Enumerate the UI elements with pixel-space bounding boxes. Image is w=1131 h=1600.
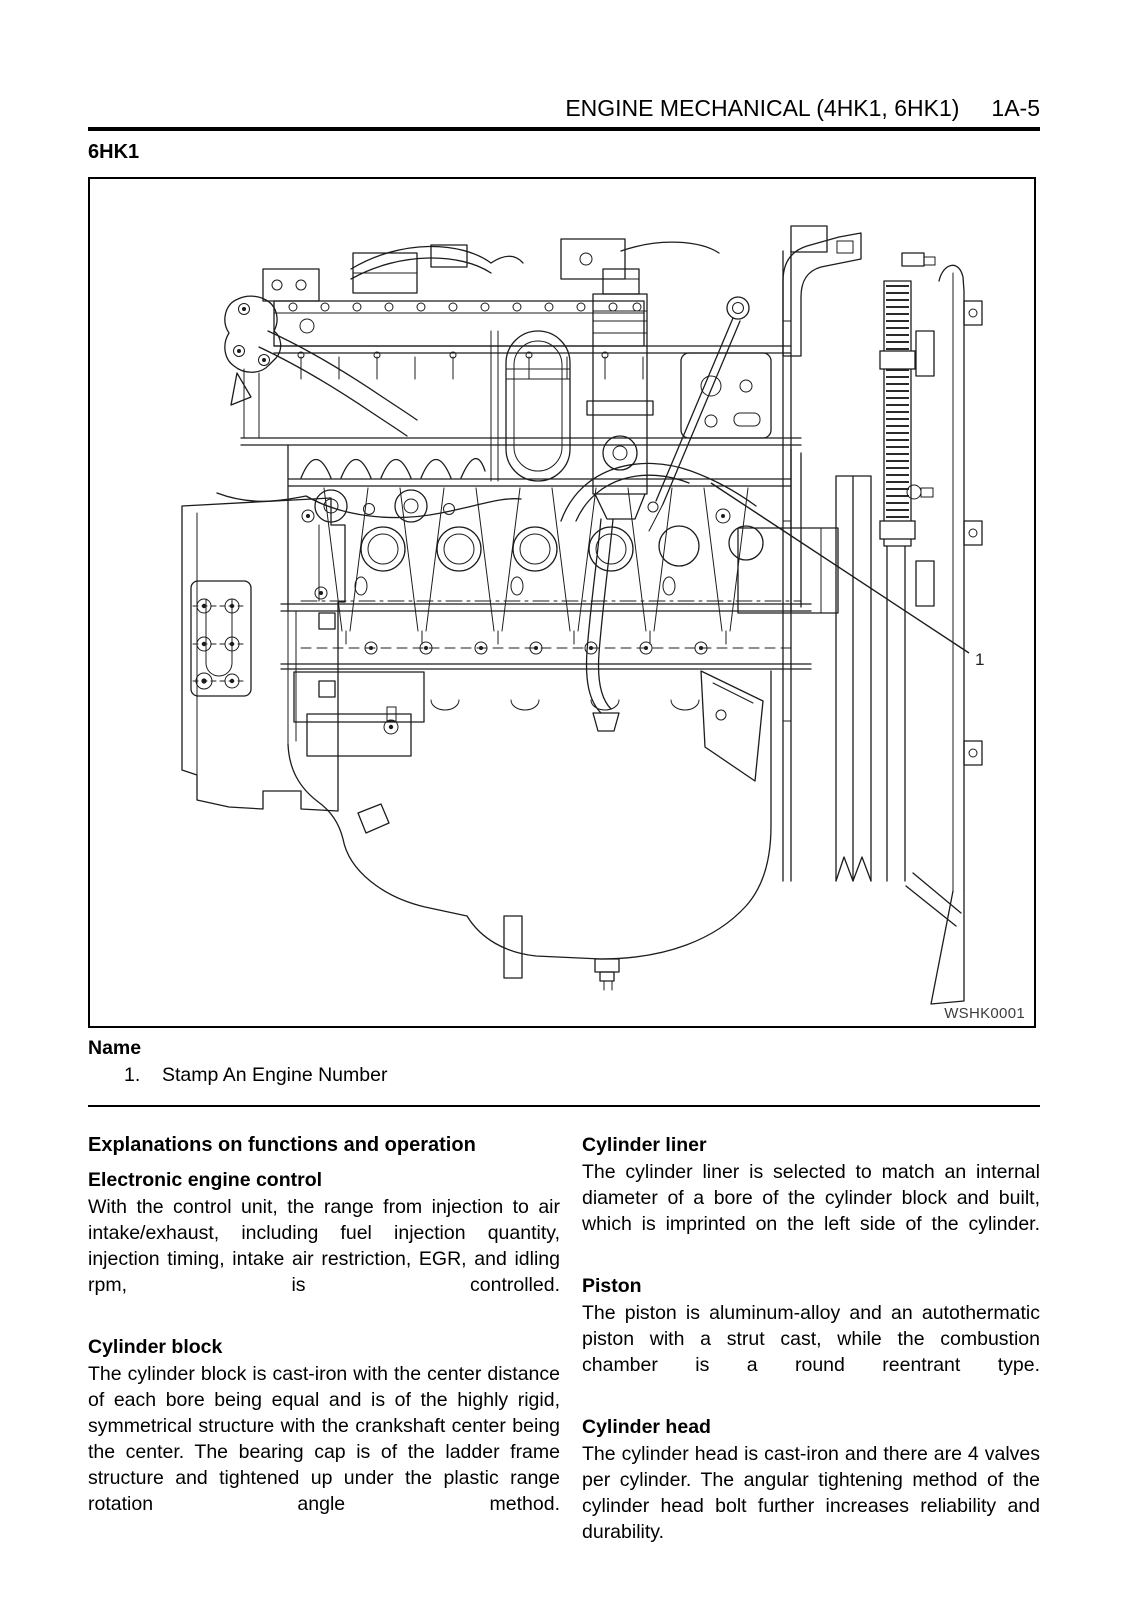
section-heading: Cylinder head: [582, 1416, 711, 1438]
section-body: With the control unit, the range from injection to air intake/exhaust, including fuel injection quantity, injection timing, intake air restriction, EGR, and idling rpm, is controlled.: [88, 1196, 560, 1296]
cover-bolts: [289, 303, 641, 311]
flywheel-housing: [182, 498, 345, 811]
section-piston: [582, 1274, 1040, 1404]
section-cylinder-liner: [582, 1133, 1040, 1263]
left-column: [88, 1133, 560, 1571]
drain-plug: [595, 959, 619, 990]
gear-case-box: [294, 672, 424, 756]
top-brackets: [263, 226, 827, 301]
fan-shroud: [783, 233, 871, 881]
legend-heading: Name: [88, 1037, 142, 1059]
section-heading: Electronic engine control: [88, 1169, 323, 1191]
turbocharger: [587, 269, 653, 519]
right-column: [582, 1133, 1040, 1571]
section-cylinder-head: [582, 1415, 1040, 1571]
page-number: 1A-5: [991, 95, 1040, 121]
pushrod-vees: [324, 488, 748, 644]
chapter-title: ENGINE MECHANICAL (4HK1, 6HK1): [565, 95, 960, 121]
support-bracket: [701, 671, 763, 781]
exhaust-elbow-pipe: [259, 331, 417, 436]
section-heading: Cylinder block: [88, 1336, 223, 1358]
section-electronic-engine-control: [88, 1168, 560, 1324]
legend-item: [88, 1064, 1040, 1087]
figure-code: WSHK0001: [944, 1005, 1025, 1022]
oil-feed-pipe: [587, 519, 619, 731]
section-body: The cylinder liner is selected to match an internal diameter of a bore of the cylinder block and built, which is imprinted on the left side of the cylinder.: [582, 1161, 1040, 1235]
section-body: The piston is aluminum-alloy and an autothermatic piston with a strut cast, while the combustion chamber is a round reentrant type.: [582, 1302, 1040, 1376]
section-divider: [88, 1105, 1040, 1107]
figure-callout-label: 1: [975, 650, 985, 669]
cylinder-block: [288, 445, 838, 644]
section-heading: Piston: [582, 1275, 642, 1297]
callout-1: [711, 483, 984, 669]
page-header: [88, 95, 1040, 121]
body-columns: [88, 1133, 1040, 1571]
radiator-core: [880, 253, 935, 881]
exhaust-manifold: [301, 459, 756, 522]
legend-item-number: 1.: [124, 1064, 141, 1086]
wiring-harness: [217, 493, 521, 518]
valve-cover: [274, 301, 644, 346]
section-body: The cylinder block is cast-iron with the center distance of each bore being equal and is of the highly rigid, symmetrical structure with the crankshaft center being the center. The bearing cap is of the ladder frame structure and tightened up under the plastic range rotation angle method.: [88, 1363, 560, 1515]
header-rule: [88, 127, 1040, 131]
oil-pan: [288, 671, 771, 990]
section-heading: Cylinder liner: [582, 1134, 707, 1156]
engine-line-drawing: [90, 179, 1034, 1026]
leader-line: [711, 483, 969, 653]
engine-figure-frame: [88, 177, 1036, 1028]
column-gap: [560, 1133, 582, 1571]
explanations-heading: Explanations on functions and operation: [88, 1134, 476, 1156]
section-cylinder-block: [88, 1335, 560, 1543]
figure-legend: [88, 1037, 1040, 1087]
legend-item-label: Stamp An Engine Number: [162, 1064, 388, 1086]
dipstick: [648, 297, 749, 531]
section-body: The cylinder head is cast-iron and there are 4 valves per cylinder. The angular tightening method of the cylinder head bolt further increases reliability and durability.: [582, 1443, 1040, 1543]
exhaust-flange: [225, 296, 281, 438]
engine-model-label: 6HK1: [88, 141, 140, 163]
